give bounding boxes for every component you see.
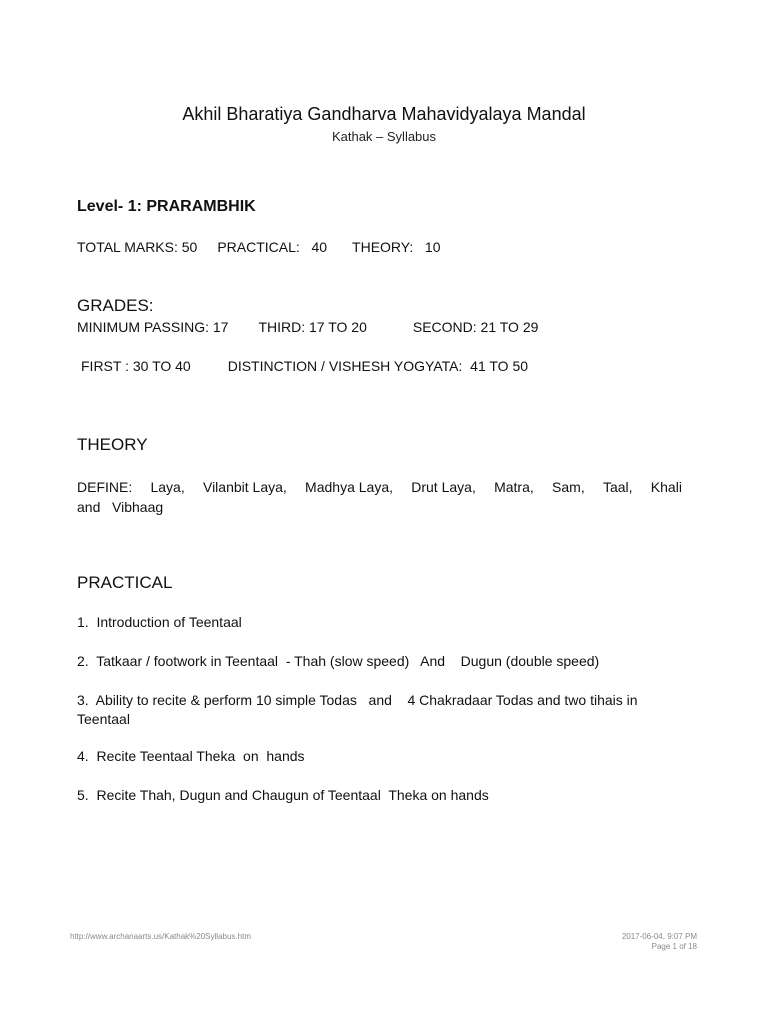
- define-term: Vilanbit Laya,: [202, 479, 287, 495]
- practical-item: 1. Introduction of Teentaal: [77, 614, 242, 630]
- grade-distinction: DISTINCTION / VISHESH YOGYATA: 41 TO 50: [227, 358, 529, 374]
- practical-item: 5. Recite Thah, Dugun and Chaugun of Teentaal Theka on hands: [77, 787, 489, 803]
- level-heading: [77, 198, 256, 216]
- footer-url: http://www.archanaarts.us/Kathak%20Syllabus.htm: [70, 932, 251, 941]
- define-term: Madhya Laya,: [305, 479, 393, 495]
- practical-marks: PRACTICAL: 40: [217, 239, 328, 255]
- practical-item: 3. Ability to recite & perform 10 simple Todas and 4 Chakradaar Todas and two tihais in Teentaal: [77, 692, 642, 727]
- grade-second: SECOND: 21 TO 29: [412, 319, 539, 335]
- grades-row-1: [77, 319, 538, 335]
- grade-first: FIRST : 30 TO 40: [81, 358, 191, 374]
- practical-heading: PRACTICAL: [77, 573, 173, 592]
- grades-heading: GRADES:: [77, 296, 154, 315]
- define-line-2: and Vibhaag: [77, 499, 164, 515]
- theory-heading: THEORY: [77, 435, 148, 454]
- total-marks: TOTAL MARKS: 50: [77, 239, 198, 255]
- grade-minimum: MINIMUM PASSING: 17: [77, 319, 229, 335]
- theory-marks: THEORY: 10: [352, 239, 441, 255]
- practical-item: 2. Tatkaar / footwork in Teentaal - Thah (slow speed) And Dugun (double speed): [77, 653, 600, 669]
- document-subtitle: Kathak – Syllabus: [331, 129, 437, 144]
- document-title: Akhil Bharatiya Gandharva Mahavidyalaya Mandal: [182, 104, 586, 124]
- define-term: Taal,: [602, 479, 633, 495]
- define-term: Khali: [650, 479, 682, 495]
- define-term: Sam,: [552, 479, 585, 495]
- marks-line: [77, 239, 441, 255]
- define-term: Matra,: [494, 479, 534, 495]
- footer-page-number: Page 1 of 18: [651, 942, 697, 951]
- define-term: Drut Laya,: [411, 479, 476, 495]
- level-name: PRARAMBHIK: [146, 198, 256, 215]
- level-label: Level- 1:: [77, 198, 147, 215]
- define-term: Laya,: [150, 479, 185, 495]
- practical-item: 4. Recite Teentaal Theka on hands: [77, 748, 305, 764]
- define-term: DEFINE:: [77, 479, 133, 495]
- define-line-1: [77, 477, 682, 497]
- theory-define: [77, 477, 682, 517]
- grade-third: THIRD: 17 TO 20: [258, 319, 367, 335]
- grades-row-2: [81, 358, 528, 374]
- footer-datetime: 2017-06-04, 9:07 PM: [621, 932, 697, 941]
